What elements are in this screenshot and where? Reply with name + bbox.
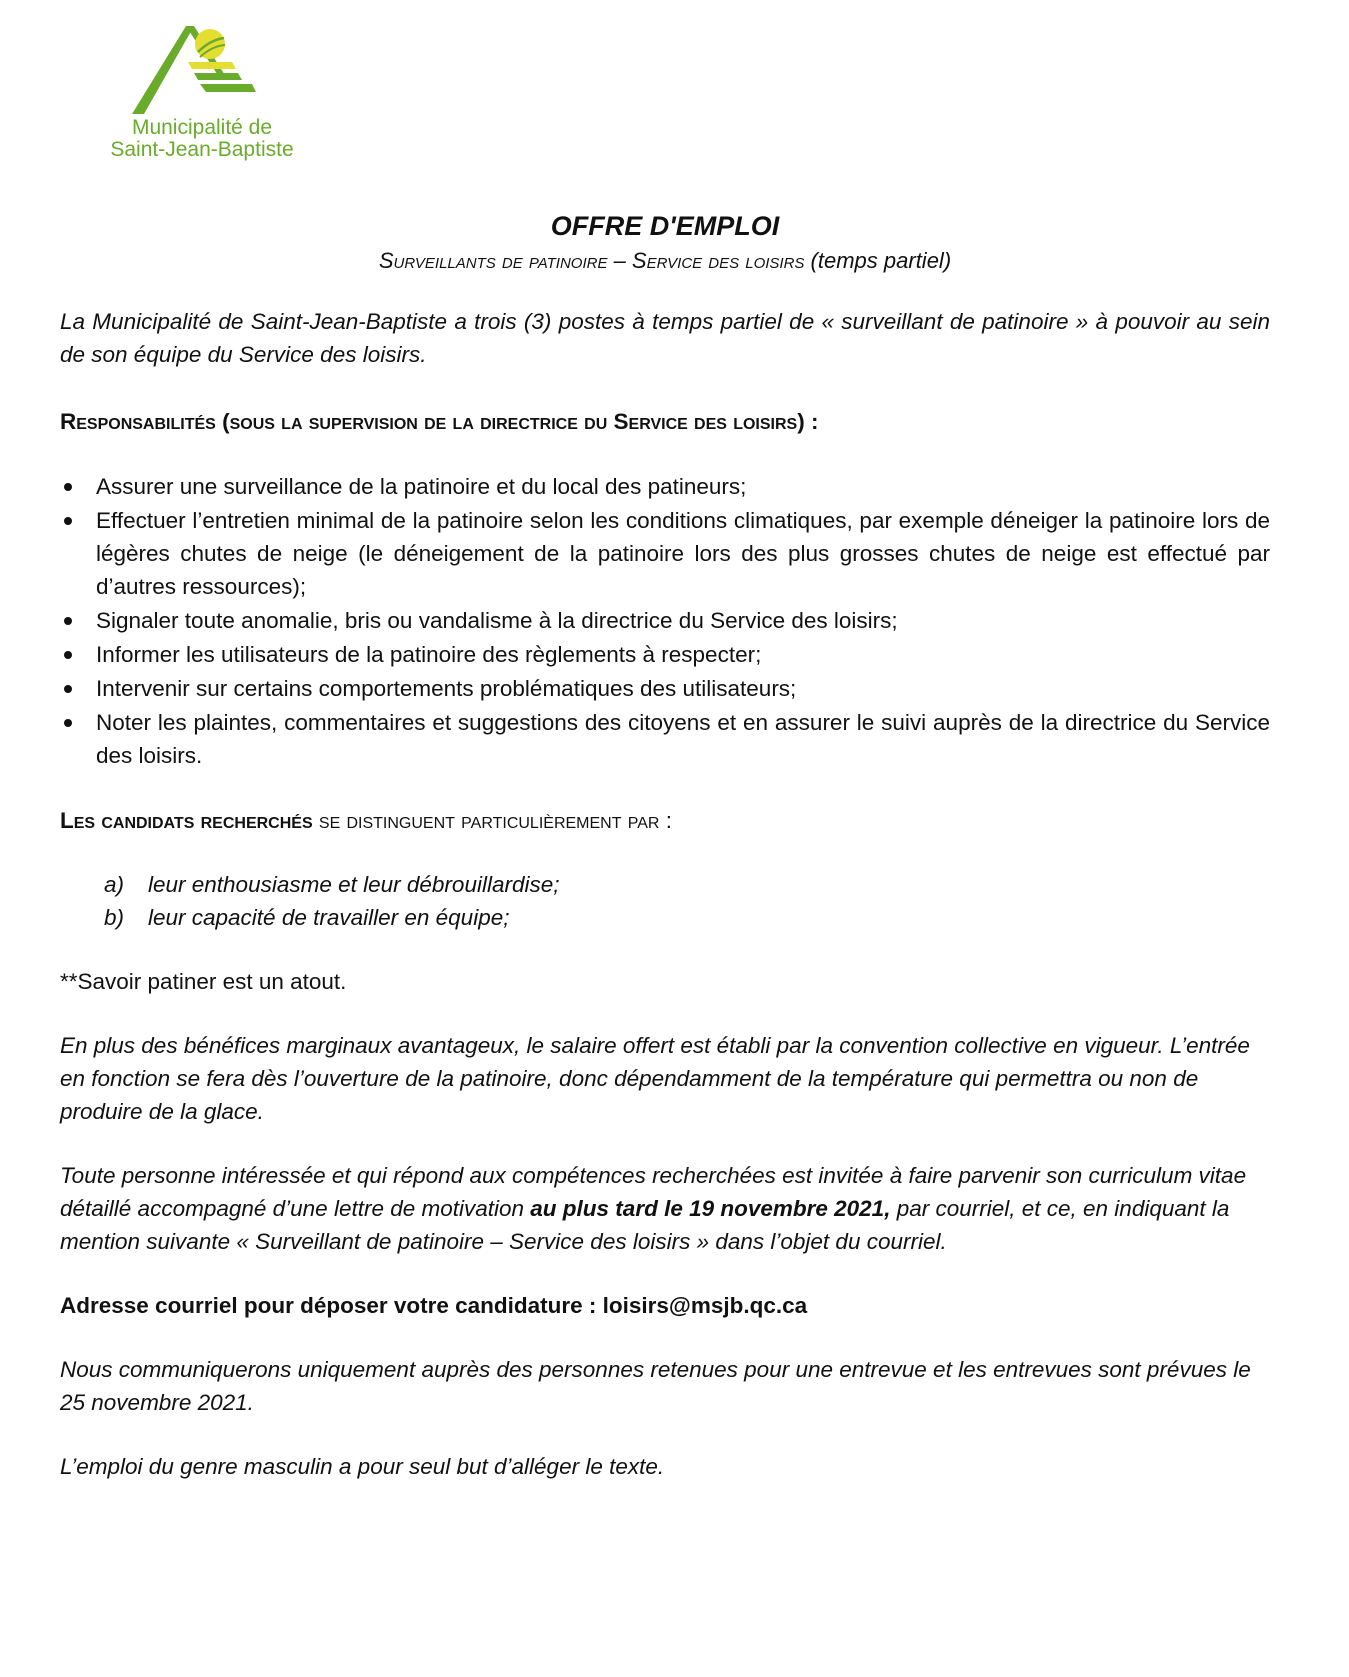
contact-paragraph: Nous communiquerons uniquement auprès des personnes retenues pour une entrevue et les entrevues sont prévues le 25 novembre 2021. (60, 1357, 1251, 1415)
gender-note: L’emploi du genre masculin a pour seul but d’alléger le texte. (60, 1454, 665, 1479)
subtitle-type: (temps partiel) (804, 248, 952, 273)
application-deadline: au plus tard le 19 novembre 2021, (530, 1196, 891, 1221)
list-item: Intervenir sur certains comportements problématiques des utilisateurs; (60, 672, 1270, 705)
qualities-list (104, 868, 1270, 934)
list-marker: a) (104, 872, 125, 897)
responsibilities-list (60, 470, 1270, 772)
candidates-heading-bold: Les candidats recherchés (60, 808, 313, 833)
quality-text: leur enthousiasme et leur débrouillardise; (148, 872, 560, 897)
document-title: OFFRE D'EMPLOI (550, 211, 780, 241)
list-item: Assurer une surveillance de la patinoire et du local des patineurs; (60, 470, 1270, 503)
responsibilities-heading: Responsabilités (sous la supervision de la directrice du Service des loisirs) : (60, 409, 819, 434)
application-text-before: Toute personne intéressée et qui répond aux compétences recherchées est invitée à faire parvenir son curriculum vitae détaillé accompagné d’une lettre de motivation (60, 1163, 1247, 1221)
candidates-heading (60, 804, 1270, 837)
list-item: Noter les plaintes, commentaires et suggestions des citoyens et en assurer le suivi auprès de la directrice du Service des loisirs. (60, 706, 1270, 772)
municipality-logo (92, 18, 312, 160)
list-item: Informer les utilisateurs de la patinoire des règlements à respecter; (60, 638, 1270, 671)
subtitle-position: Surveillants de patinoire – Service des loisirs (378, 248, 805, 273)
email-address-line: Adresse courriel pour déposer votre candidature : loisirs@msjb.qc.ca (60, 1293, 808, 1318)
benefits-paragraph: En plus des bénéfices marginaux avantageux, le salaire offert est établi par la convention collective en vigueur. L’entrée en fonction se fera dès l’ouverture de la patinoire, donc dépendamment de la température qui permettra ou non de produire de la glace. (60, 1033, 1250, 1124)
logo-text-line-1: Municipalité de (131, 116, 273, 139)
quality-text: leur capacité de travailler en équipe; (148, 905, 510, 930)
list-item: Signaler toute anomalie, bris ou vandalisme à la directrice du Service des loisirs; (60, 604, 1270, 637)
intro-paragraph: La Municipalité de Saint-Jean-Baptiste a trois (3) postes à temps partiel de « surveillant de patinoire » à pouvoir au sein de son équipe du Service des loisirs. (60, 309, 1270, 367)
application-text-after: par courriel, et ce, en indiquant la mention suivante « Surveillant de patinoire – Service des loisirs » dans l’objet du courriel. (60, 1196, 1230, 1254)
mountain-logo-icon (128, 18, 260, 118)
list-marker: b) (104, 905, 125, 930)
list-item (104, 901, 1270, 934)
logo-text-line-2: Saint-Jean-Baptiste (110, 138, 294, 161)
application-paragraph (60, 1159, 1270, 1258)
candidates-heading-rest: se distinguent particulièrement par : (312, 808, 672, 833)
document-subtitle (60, 244, 1270, 278)
list-item: Effectuer l’entretien minimal de la patinoire selon les conditions climatiques, par exemple déneiger la patinoire lors de légères chutes de neige (le déneigement de la patinoire lors des plus grosses chutes de neige est effectué par d’autres ressources); (60, 504, 1270, 603)
list-item (104, 868, 1270, 901)
asset-note: **Savoir patiner est un atout. (60, 969, 347, 994)
job-offer-document (60, 208, 1270, 1483)
